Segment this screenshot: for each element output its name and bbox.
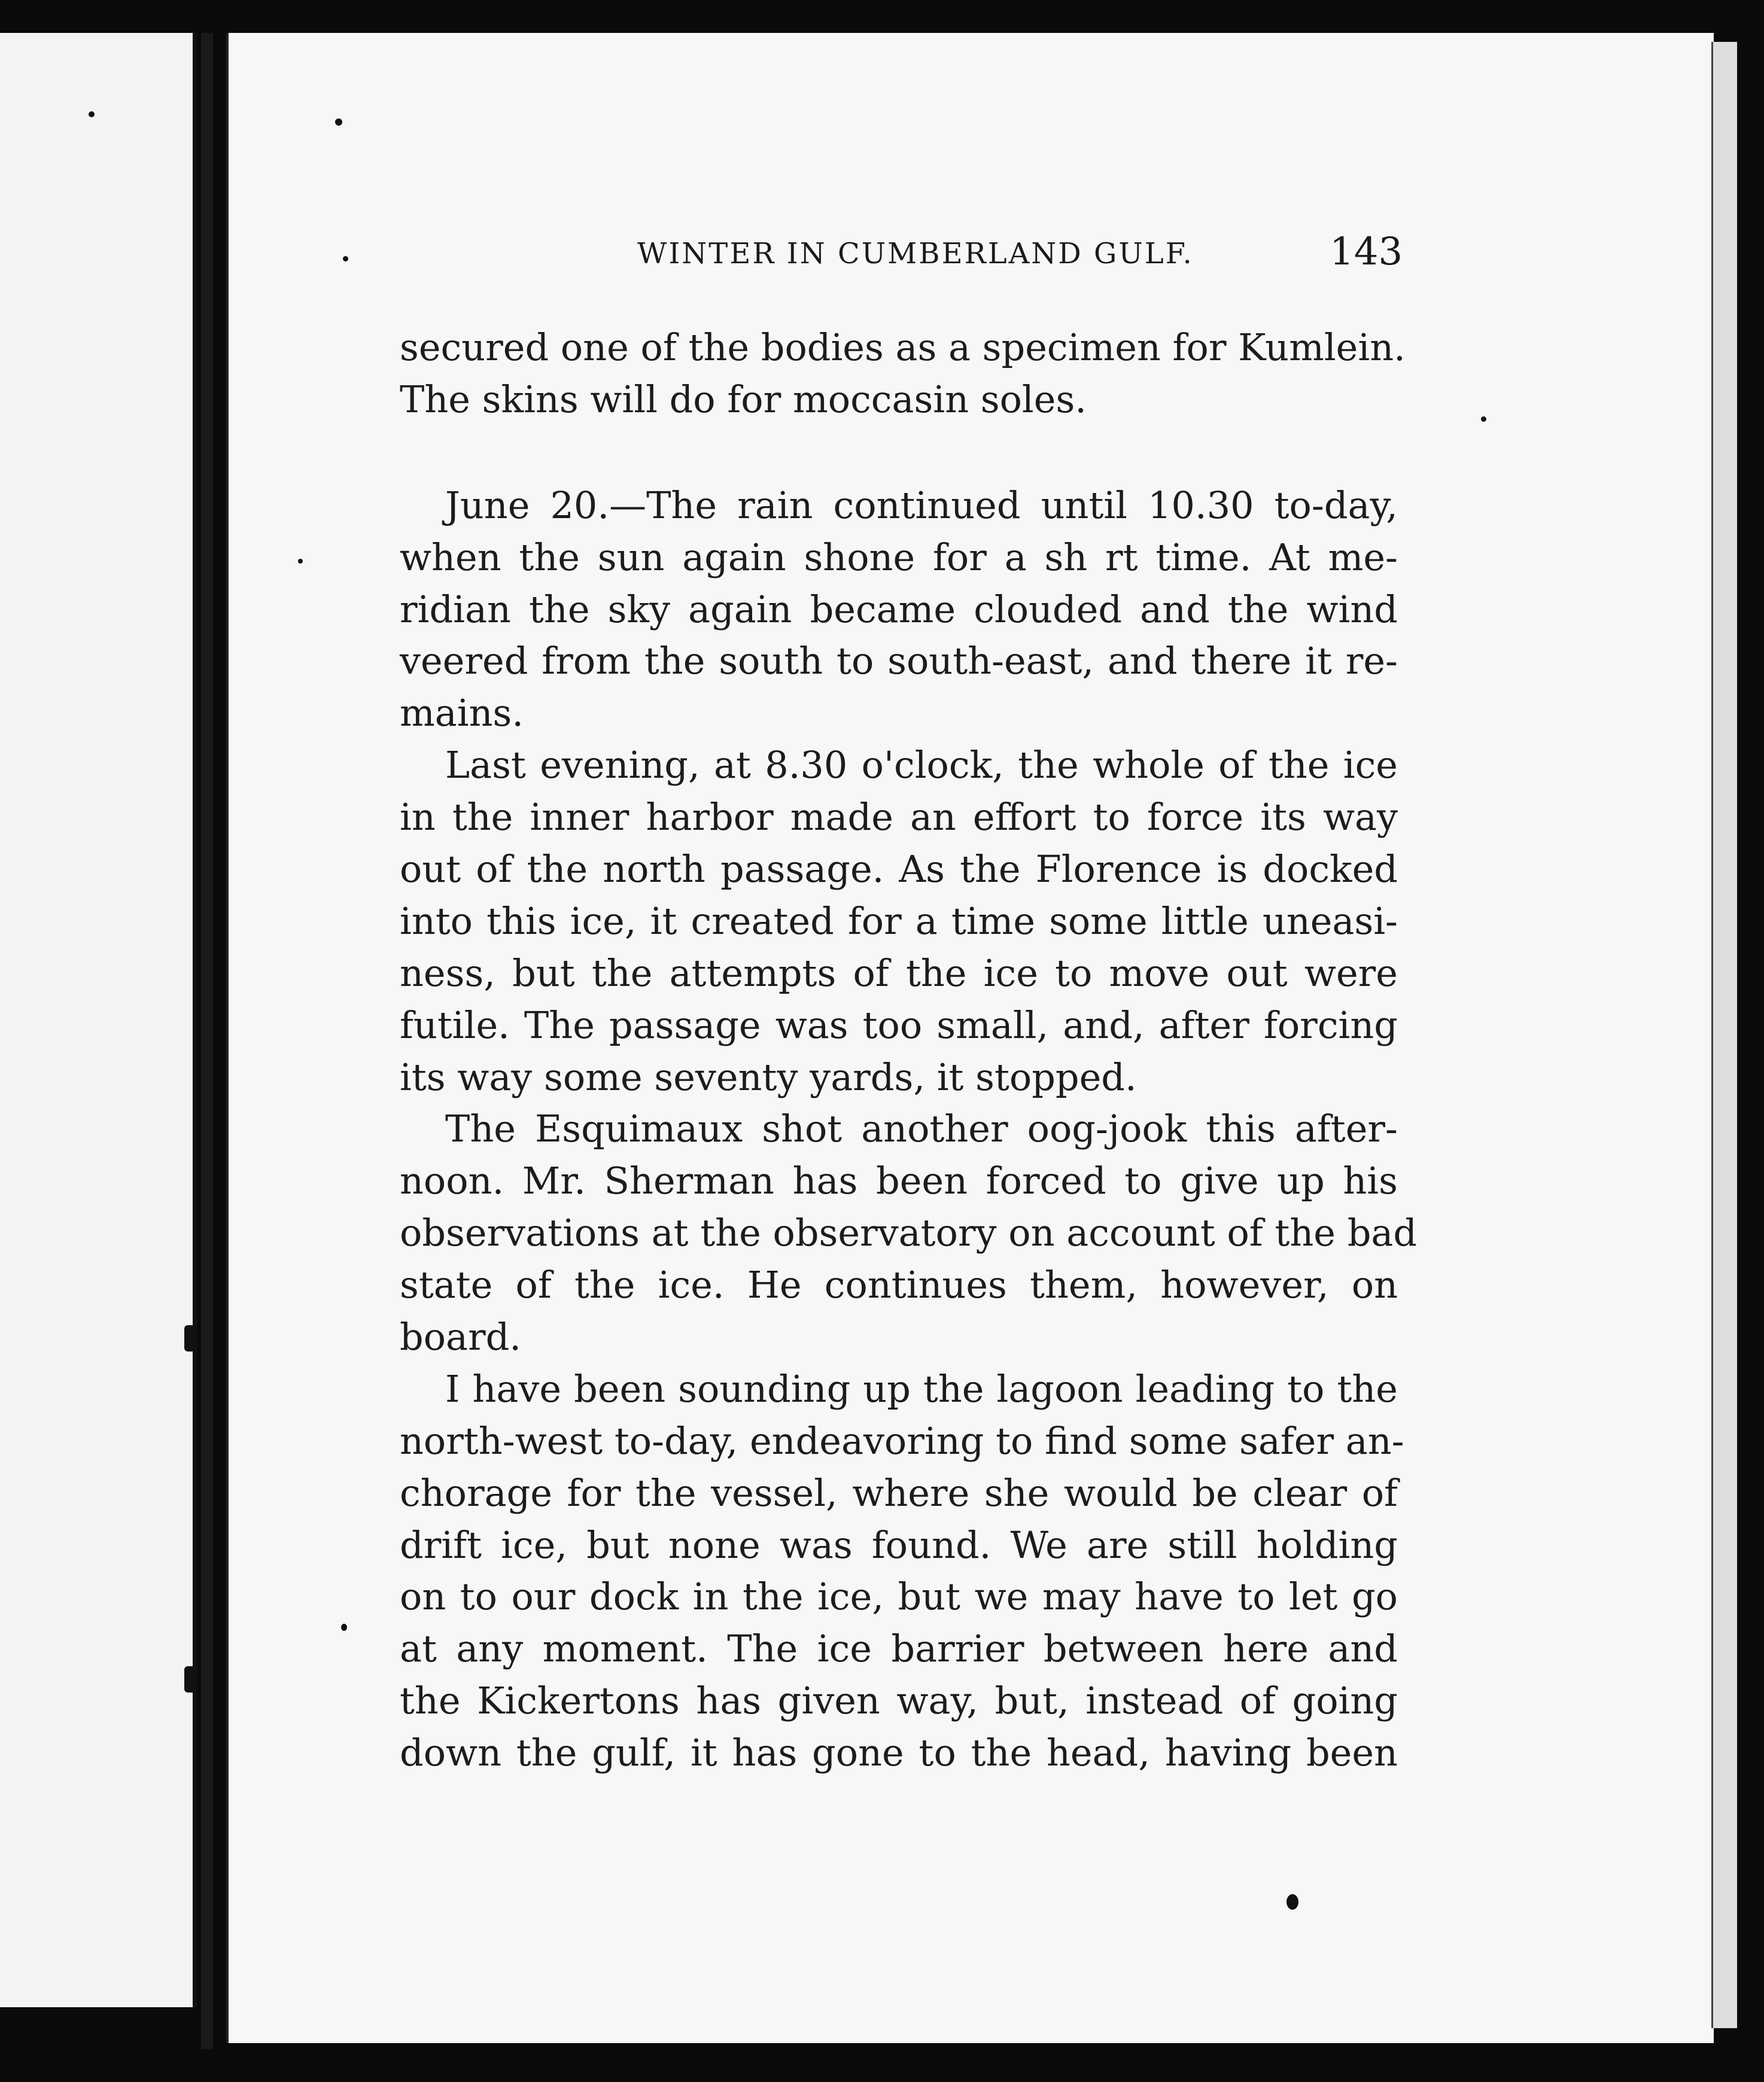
- text-line: into this ice, it created for a time some little uneasi-: [400, 899, 1398, 943]
- text-line: at any moment. The ice barrier between here and: [400, 1627, 1398, 1671]
- text-line: ridian the sky again became clouded and the wind: [400, 587, 1398, 631]
- text-line: the Kickertons has given way, but, instead of going: [400, 1679, 1398, 1723]
- text-line: secured one of the bodies as a specimen for Kumlein.: [400, 325, 1406, 369]
- text-line: down the gulf, it has gone to the head, having been: [400, 1731, 1398, 1775]
- text-line: when the sun again shone for a sh rt time. At me-: [400, 535, 1398, 579]
- text-line: The Esquimaux shot another oog-jook this after-: [445, 1107, 1398, 1151]
- text-line: I have been sounding up the lagoon leading to the: [445, 1366, 1398, 1411]
- ink-blot: [1286, 1894, 1298, 1910]
- dust-speck: [335, 118, 342, 126]
- page-stack-edge: [1711, 42, 1737, 2028]
- book-spine: [201, 33, 213, 2049]
- paragraph: [400, 739, 1398, 1103]
- paragraph: [400, 1103, 1418, 1363]
- text-line: The skins will do for moccasin soles.: [400, 377, 1087, 421]
- text-line: veered from the south to south-east, and there it re-: [400, 639, 1398, 683]
- binding-mark: [184, 1666, 195, 1693]
- text-line: mains.: [400, 691, 524, 735]
- text-line: state of the ice. He continues them, however, on: [400, 1263, 1398, 1307]
- dust-speck: [343, 256, 348, 261]
- binding-mark: [184, 1325, 195, 1352]
- left-page-edge: [0, 33, 197, 2007]
- text-line: June 20.—The rain continued until 10.30 to-day,: [445, 483, 1398, 527]
- paragraph: [400, 1363, 1404, 1779]
- text-line: drift ice, but none was found. We are still holding: [400, 1523, 1398, 1567]
- text-line: out of the north passage. As the Florence is docked: [400, 847, 1398, 891]
- dust-speck: [298, 559, 303, 564]
- text-line: futile. The passage was too small, and, after forcing: [400, 1003, 1398, 1047]
- body-text: [400, 322, 1418, 1779]
- paragraph: [400, 322, 1406, 426]
- text-line: chorage for the vessel, where she would be clear of: [400, 1471, 1398, 1515]
- text-line: north-west to-day, endeavoring to find some safer an-: [400, 1419, 1404, 1463]
- text-line: on to our dock in the ice, but we may have to let go: [400, 1575, 1398, 1619]
- text-line: ness, but the attempts of the ice to move out were: [400, 951, 1398, 995]
- dust-speck: [89, 111, 95, 117]
- text-line: noon. Mr. Sherman has been forced to give up his: [400, 1159, 1398, 1203]
- page-number: 143: [1330, 230, 1403, 274]
- dust-speck: [341, 1624, 347, 1631]
- text-line: observations at the observatory on account of the bad: [400, 1211, 1418, 1255]
- running-head: WINTER IN CUMBERLAND GULF.: [637, 237, 1194, 270]
- text-line: board.: [400, 1315, 522, 1359]
- paragraph: [400, 480, 1398, 739]
- text-line: in the inner harbor made an effort to force its way: [400, 795, 1398, 839]
- dust-speck: [1481, 416, 1486, 422]
- text-line: Last evening, at 8.30 o'clock, the whole of the ice: [445, 743, 1398, 787]
- text-line: its way some seventy yards, it stopped.: [400, 1055, 1137, 1099]
